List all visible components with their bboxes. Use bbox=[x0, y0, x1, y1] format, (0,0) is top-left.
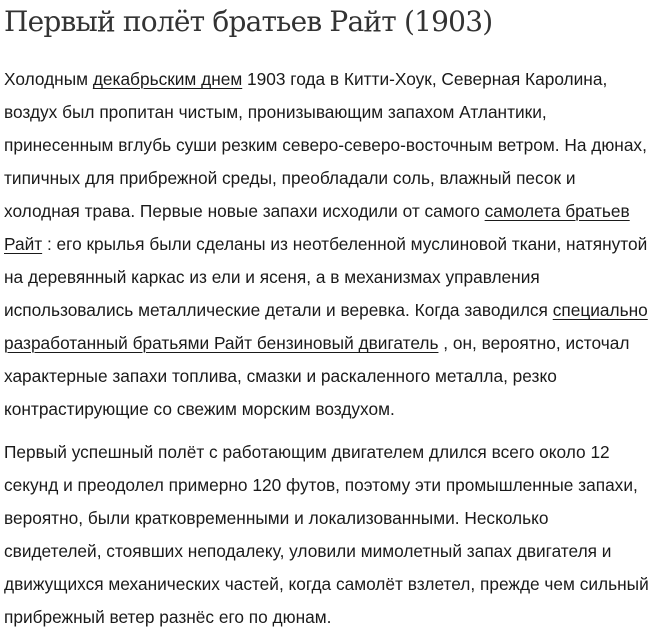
page-title: Первый полёт братьев Райт (1903) bbox=[4, 5, 493, 38]
paragraph-1 bbox=[4, 63, 649, 426]
link-wright-airplane[interactable]: самолета братьев Райт bbox=[4, 201, 630, 254]
paragraph-1-text-2: 1903 года в Китти-Хоук, Северная Каролина, воздух был пропитан чистым, пронизывающим запахом Атлантики, принесенным вглубь суши резким северо-северо-восточным ветром. На дюнах, типичных для прибрежной среды, преобладали соль, влажный песок и холодная трава. Первые новые запахи исходили от самого bbox=[4, 69, 647, 221]
article bbox=[4, 0, 649, 634]
paragraph-2: Первый успешный полёт с работающим двигателем длился всего около 12 секунд и преодолел примерно 120 футов, поэтому эти промышленные запахи, вероятно, были кратковременными и локализованными. Несколько свидетелей, стоявших неподалеку, уловили мимолетный запах двигателя и движущихся механических частей, когда самолёт взлетел, прежде чем сильный прибрежный ветер разнёс его по дюнам. bbox=[4, 442, 649, 627]
link-december-day[interactable]: декабрьским днем bbox=[92, 69, 243, 89]
paragraph-1-text-3: : его крылья были сделаны из неотбеленной муслиновой ткани, натянутой на деревянный каркас из ели и ясеня, а в механизмах управления использовались металлические детали и веревка. Когда заводился bbox=[4, 234, 648, 320]
paragraph-1-text-4: , он, вероятно, источал характерные запахи топлива, смазки и раскаленного металла, резко контрастирующие со свежим морским воздухом. bbox=[4, 333, 630, 419]
link-gasoline-engine[interactable]: специально разработанный братьями Райт бензиновый двигатель bbox=[4, 300, 648, 353]
paragraph-1-text-1: Холодным bbox=[4, 69, 93, 89]
